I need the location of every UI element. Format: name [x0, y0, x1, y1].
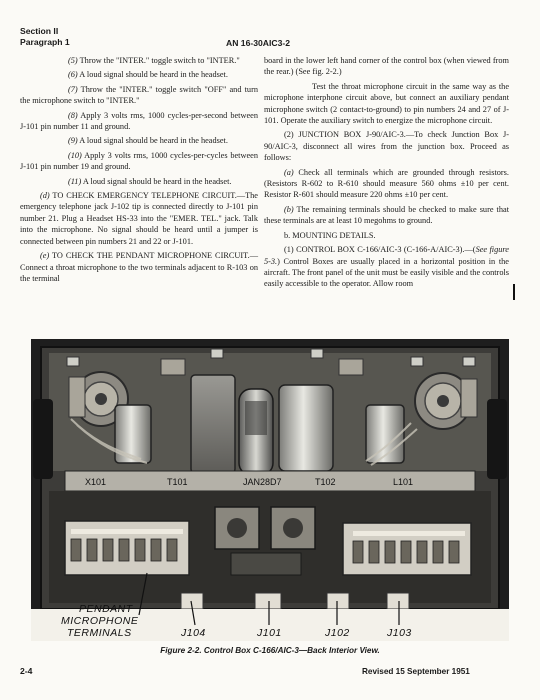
para-e-pendant-microphone: (e) TO CHECK THE PENDANT MICROPHONE CIRCUIT.—Connect a throat microphone to the two terminals adjacent to R-103 on the terminal — [20, 251, 258, 283]
callout-microphone: MICROPHONE — [61, 615, 139, 627]
step-11: (11) A loud signal should be heard in the headset. — [68, 176, 232, 186]
running-header — [20, 26, 70, 48]
label-l101: L101 — [393, 477, 414, 487]
label-t101: T101 — [167, 477, 188, 487]
step-a-resistors: (a) Check all terminals which are grounded through resistors. (Resistors R-602 to R-610 should measure 560 ohms ±10 per cent. Resistor R-601 should measure 220 ohms ±10 per cent. — [264, 167, 509, 200]
control-box-mounting: (1) CONTROL BOX C-166/AIC-3 (C-166-A/AIC-3).—(See figure 5-3.) Control Boxes are usually placed in a horizontal position in the aircraft. The front panel of the unit must be easily visible and the controls easily accessible to the operator. Allow room — [264, 245, 509, 289]
step-8: (8) Apply 3 volts rms, 1000 cycles-per-second between J-101 pin number 11 and ground. — [20, 110, 258, 132]
throat-mic-test: Test the throat microphone circuit in the same way as the microphone interphone circuit above, but connect an auxiliary pendant microphone switch (2 contact-to-ground) to pin numbers 24 and 27 of J-101. Operate the auxiliary switch to energize the microphone circuit. — [264, 81, 509, 126]
mounting-details-heading: b. MOUNTING DETAILS. — [284, 230, 376, 240]
figure-caption: Figure 2-2. Control Box C-166/AIC-3—Back Interior View. — [160, 646, 380, 655]
label-x101: X101 — [85, 477, 107, 487]
label-jan28d7: JAN28D7 — [243, 477, 282, 487]
step-b-megohms: (b) The remaining terminals should be checked to make sure that these terminals are at least 10 megohms to ground. — [264, 204, 509, 226]
junction-box-heading: (2) JUNCTION BOX J-90/AIC-3.—To check Junction Box J-90/AIC-3, disconnect all wires from the junction box. Proceed as follows: — [264, 130, 509, 163]
chassis-illustration — [31, 339, 509, 641]
callout-terminals: TERMINALS — [67, 627, 132, 639]
label-t102: T102 — [315, 477, 336, 487]
step-6: (6) A loud signal should be heard in the headset. — [68, 70, 228, 80]
right-column — [264, 55, 509, 293]
page-number: 2-4 — [20, 666, 33, 676]
callout-j102: J102 — [325, 627, 350, 639]
figure-photo — [31, 339, 509, 641]
doc-number: AN 16-30AIC3-2 — [226, 38, 290, 48]
step-10: (10) Apply 3 volts rms, 1000 cycles-per-cycles between J-101 pin number 19 and ground. — [20, 150, 258, 172]
left-column — [20, 55, 258, 287]
step-7: (7) Throw the "INTER." toggle switch "OFF" and turn the microphone switch to "INTER." — [20, 84, 258, 106]
continuation-text: board in the lower left hand corner of the control box (when viewed from the rear.) (See fig. 2-2.) — [264, 56, 509, 77]
callout-j103: J103 — [387, 627, 412, 639]
callout-j101: J101 — [257, 627, 282, 639]
callout-pendant: PENDANT — [79, 603, 133, 615]
revision-date: Revised 15 September 1951 — [362, 667, 470, 676]
change-bar — [513, 284, 515, 300]
step-9: (9) A loud signal should be heard in the headset. — [68, 136, 228, 146]
para-d-emergency-telephone: (d) TO CHECK EMERGENCY TELEPHONE CIRCUIT.—The emergency telephone jack J-102 tip is connected directly to J-101 pin number 21. Plug a Headset HS-33 into the "EMER. TEL." jack. Talk into the microphone. No signal should be heard until a jumper is connected between pin numbers 21 and 22 or J-101. — [20, 191, 258, 246]
section-label: Section II — [20, 26, 59, 36]
callout-j104: J104 — [181, 627, 206, 639]
paragraph-label: Paragraph 1 — [20, 37, 70, 47]
step-5: (5) Throw the "INTER." toggle switch to "INTER." — [68, 56, 240, 65]
